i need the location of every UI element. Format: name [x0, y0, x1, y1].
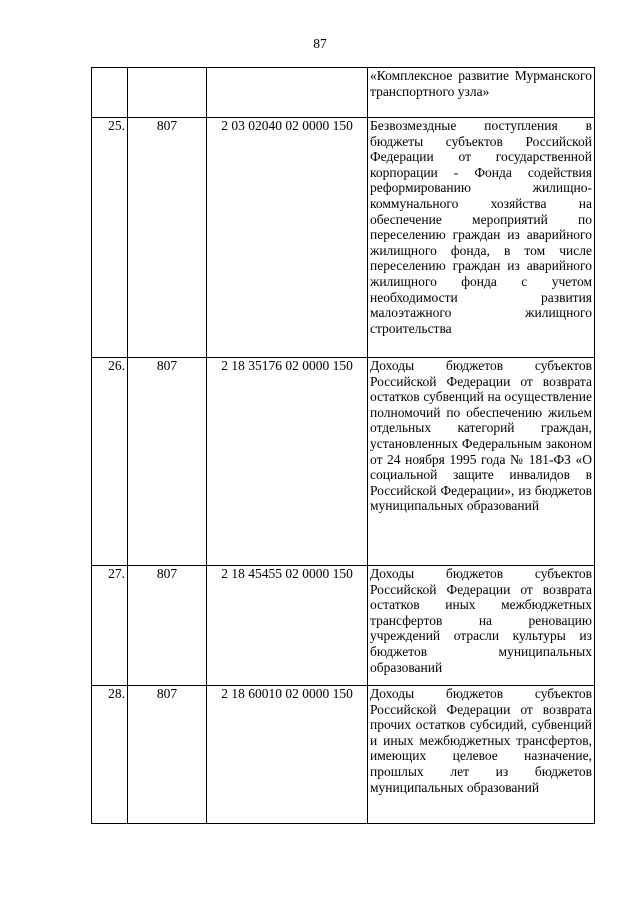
admin-code: 807	[128, 566, 207, 686]
revenue-description: Доходы бюджетов субъектов Российской Федерации от возврата остатков иных межбюджетных трансфертов на реновацию учреждений отрасли культуры из бюджетов муниципальных образований	[368, 566, 595, 686]
row-number	[92, 68, 128, 118]
revenue-description: Безвозмездные поступления в бюджеты субъектов Российской Федерации от государственной корпорации - Фонда содействия реформированию жилищно-коммунального хозяйства на обеспечение мероприятий по переселению граждан из аварийного жилищного фонда, в том числе переселению граждан из аварийного жилищного фонда с учетом необходимости развития малоэтажного жилищного строительства	[368, 118, 595, 358]
table-row	[92, 118, 595, 358]
row-number: 26.	[92, 358, 128, 566]
budget-classification-code: 2 18 45455 02 0000 150	[207, 566, 368, 686]
budget-classification-code: 2 03 02040 02 0000 150	[207, 118, 368, 358]
admin-code: 807	[128, 358, 207, 566]
table-row	[92, 68, 595, 118]
page-number: 87	[313, 36, 327, 51]
row-number: 27.	[92, 566, 128, 686]
table-row	[92, 566, 595, 686]
budget-classification-code: 2 18 60010 02 0000 150	[207, 686, 368, 824]
table-row	[92, 358, 595, 566]
revenue-description: Доходы бюджетов субъектов Российской Федерации от возврата прочих остатков субсидий, субвенций и иных межбюджетных трансфертов, имеющих целевое назначение, прошлых лет из бюджетов муниципальных образований	[368, 686, 595, 824]
budget-classification-code	[207, 68, 368, 118]
admin-code	[128, 68, 207, 118]
row-number: 28.	[92, 686, 128, 824]
row-number: 25.	[92, 118, 128, 358]
revenue-description: Доходы бюджетов субъектов Российской Федерации от возврата остатков субвенций на осуществление полномочий по обеспечению жильем отдельных категорий граждан, установленных Федеральным законом от 24 ноября 1995 года № 181-ФЗ «О социальной защите инвалидов в Российской Федерации», из бюджетов муниципальных образований	[368, 358, 595, 566]
revenue-table	[91, 67, 595, 824]
revenue-description: «Комплексное развитие Мурманского транспортного узла»	[368, 68, 595, 118]
admin-code: 807	[128, 118, 207, 358]
admin-code: 807	[128, 686, 207, 824]
budget-classification-code: 2 18 35176 02 0000 150	[207, 358, 368, 566]
table-row	[92, 686, 595, 824]
